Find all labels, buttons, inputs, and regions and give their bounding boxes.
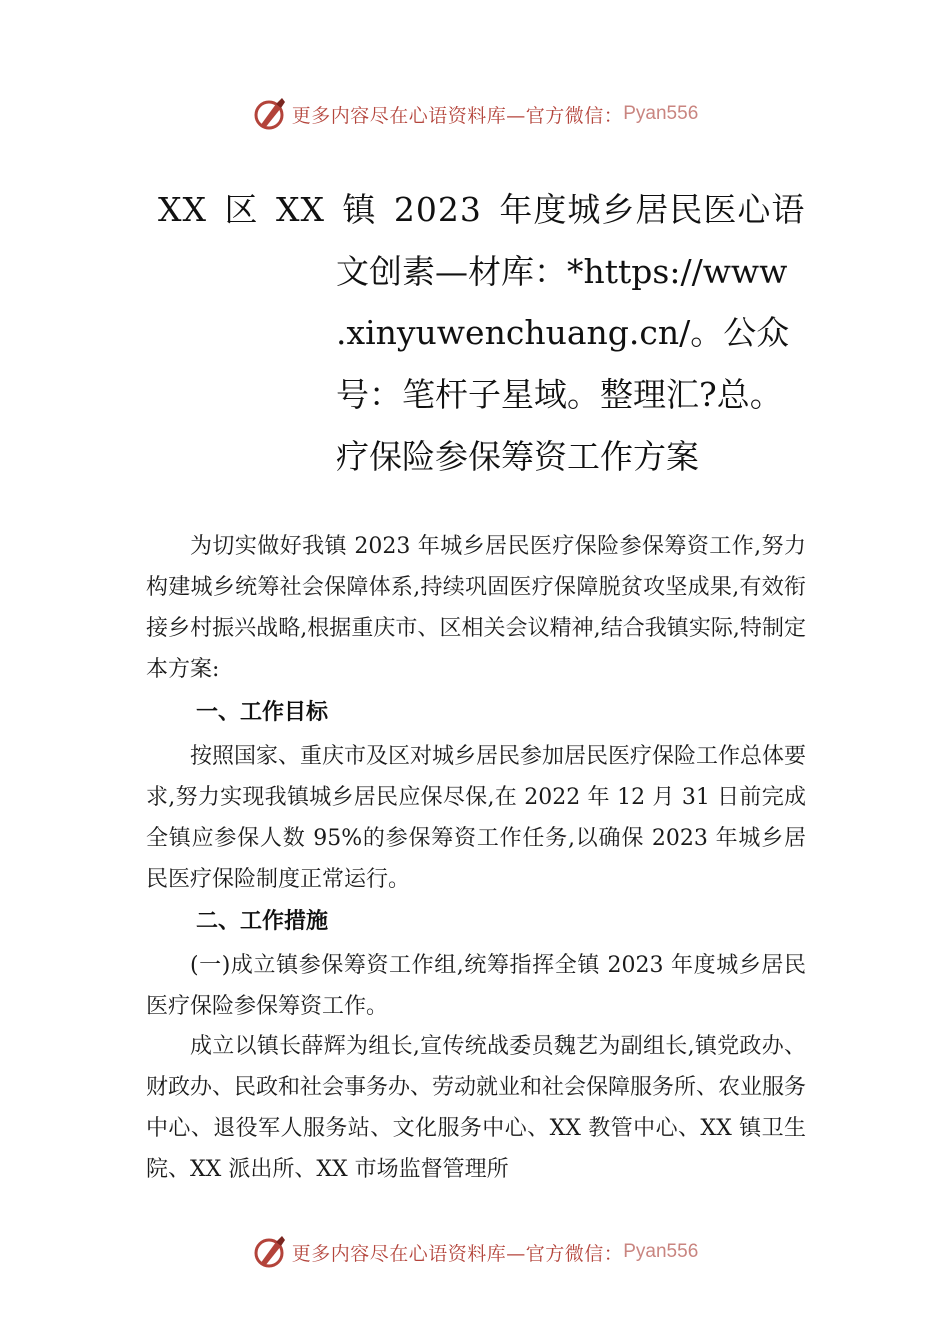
goal-paragraph: 按照国家、重庆市及区对城乡居民参加居民医疗保险工作总体要求,努力实现我镇城乡居民应保尽保,在 2022 年 12 月 31 日前完成全镇应参保人数 95%的参保筹资工作任务,以确保 2023 年城乡居民医疗保险制度正常运行。 [146,744,807,892]
title-line-5: 疗保险参保筹资工作方案 [336,437,699,476]
watermark-handle: Pyan556 [623,1241,699,1262]
watermark-text: 更多内容尽在心语资料库—官方微信： [291,1242,624,1265]
section-heading-measures: 二、工作措施 [196,909,329,934]
pen-logo-icon [252,96,288,132]
title-line-3: .xinyuwenchuang.cn/。公众 [336,313,790,352]
title-line-4: 号：笔杆子星域。整理汇?总。 [336,375,783,414]
section-heading-goals: 一、工作目标 [196,700,329,725]
intro-paragraph: 为切实做好我镇 2023 年城乡居民医疗保险参保筹资工作,努力构建城乡统筹社会保障体系,持续巩固医疗保障脱贫攻坚成果,有效衔接乡村振兴战略,根据重庆市、区相关会议精神,结合我镇实际,特制定本方案: [146,534,806,682]
watermark-banner-top [0,94,950,134]
measure-1-paragraph: (一)成立镇参保筹资工作组,统筹指挥全镇 2023 年度城乡居民医疗保险参保筹资工作。 [146,953,806,1019]
measure-1-detail-paragraph: 成立以镇长薛辉为组长,宣传统战委员魏艺为副组长,镇党政办、财政办、民政和社会事务办、劳动就业和社会保障服务所、农业服务中心、退役军人服务站、文化服务中心、XX 教管中心、XX 镇卫生院、XX 派出所、XX 市场监督管理所 [146,1034,807,1182]
watermark-banner-bottom [0,1232,950,1272]
watermark-text: 更多内容尽在心语资料库—官方微信： [291,104,624,127]
title-line-1: XX 区 XX 镇 2023 年度城乡居民医心语 [158,190,806,229]
title-line-2: 文创素—材库：*https://www [336,252,788,291]
pen-logo-icon [252,1234,288,1270]
watermark-handle: Pyan556 [623,103,699,124]
